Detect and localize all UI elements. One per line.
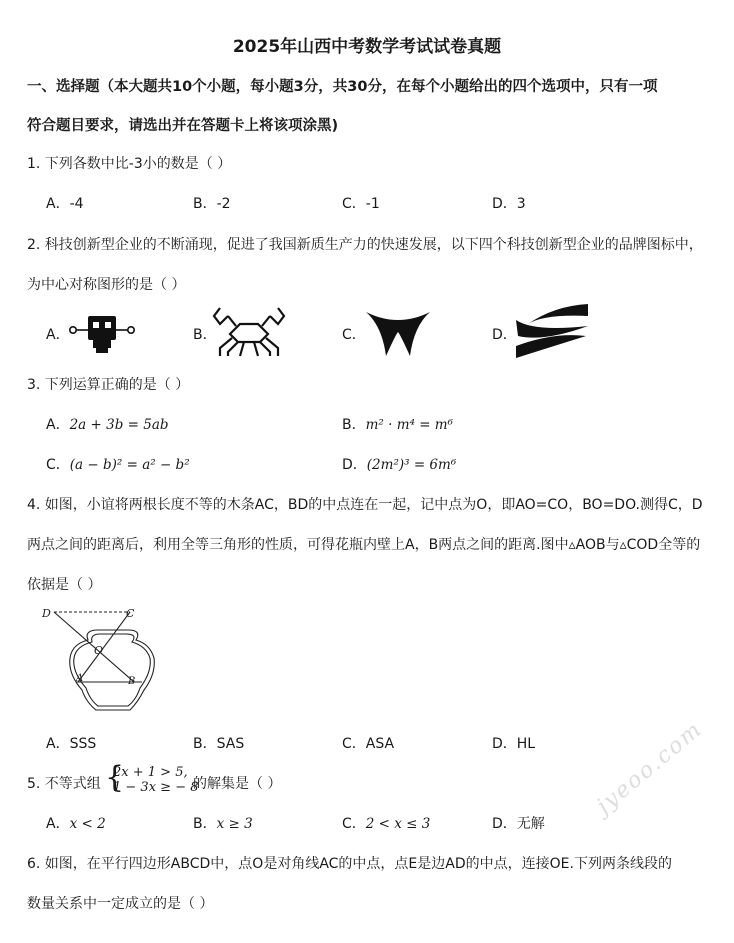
q2-stem-line2: 为中心对称图形的是（ ） [27,277,186,293]
q3-option-c[interactable] [46,454,190,474]
q5-stem-suffix: 的解集是（ ） [193,776,282,792]
q5-option-d-letter: D． [492,816,517,832]
q5-option-a-expr: x < 2 [69,816,106,832]
q2-option-d[interactable]: D． [492,327,517,343]
q5-option-a-letter: A． [46,816,70,832]
q5-stem-prefix: 5. 不等式组 [27,776,101,792]
q3-option-c-letter: C． [46,457,70,473]
q1-stem: 1. 下列各数中比-3小的数是（ ） [27,156,232,172]
q5-option-c[interactable] [342,813,430,833]
q5-option-d[interactable] [492,813,545,833]
label-c: C [126,607,135,620]
q2-option-b[interactable]: B． [193,327,217,343]
q3-option-b[interactable] [342,414,453,434]
vase-figure [38,602,156,718]
q6-stem-line1: 6. 如图，在平行四边形ABCD中，点O是对角线AC的中点，点E是边AD的中点，连接OE.下列两条线段的 [27,856,672,872]
q5-option-c-expr: 2 < x ≤ 3 [365,816,431,832]
q2-option-a[interactable]: A． [46,327,70,343]
q6-stem-line2: 数量关系中一定成立的是（ ） [27,896,214,912]
label-b: B [128,676,136,687]
q3-option-c-expr: (a − b)² = a² − b² [69,457,190,473]
q5-option-a[interactable] [46,813,106,833]
label-a: A [76,673,84,684]
q2-stem-line1: 2. 科技创新型企业的不断涌现，促进了我国新质生产力的快速发展，以下四个科技创新型企业的品牌图标中， [27,237,703,253]
q1-option-d[interactable]: D．3 [492,196,526,212]
q4-option-a[interactable]: A．SSS [46,736,97,752]
q2-option-c[interactable]: C． [342,327,366,343]
q4-stem-line2: 两点之间的距离后，利用全等三角形的性质，可得花瓶内壁上A，B两点之间的距离.图中▵AOB与▵COD全等的 [27,537,701,553]
swoosh-logo-icon [514,302,590,360]
q4-option-c[interactable]: C．ASA [342,736,395,752]
q4-stem-line3: 依据是（ ） [27,577,102,593]
q5-option-c-letter: C． [342,816,366,832]
q1-option-a[interactable]: A．-4 [46,196,84,212]
label-d: D [42,607,51,620]
q3-option-d[interactable] [342,454,456,474]
curved-triangle-logo-icon [364,308,432,358]
q4-stem-line1: 4. 如图，小谊将两根长度不等的木条AC，BD的中点连在一起，记中点为O，即AO=CO，BO=DO.测得C，D [27,497,703,513]
q4-option-d[interactable]: D．HL [492,736,536,752]
q3-option-d-letter: D． [342,457,367,473]
q1-option-b[interactable]: B．-2 [193,196,231,212]
watermark: jyeoo.com [592,716,708,820]
q1-option-c[interactable]: C．-1 [342,196,380,212]
q5-option-d-text: 无解 [516,816,545,832]
q4-option-b[interactable]: B．SAS [193,736,245,752]
inequality-2: 1 − 3x ≥ − 8 [113,780,199,795]
q3-option-d-expr: (2m²)³ = 6m⁶ [366,457,457,473]
robot-logo-icon [66,308,138,356]
inequality-system [113,765,198,795]
label-o: O [94,644,104,657]
q5-option-b-expr: x ≥ 3 [216,816,253,832]
q5-option-b-letter: B． [193,816,217,832]
section-header-line2: 符合题目要求，请选出并在答题卡上将该项涂黑) [27,118,339,134]
inequality-1: 2x + 1 > 5, [113,765,188,780]
crab-logo-icon [212,304,286,358]
q5-option-b[interactable] [193,813,253,833]
q3-option-a-letter: A． [46,417,70,433]
q3-option-b-expr: m² · m⁴ = m⁶ [365,417,454,433]
section-header-line1: 一、选择题（本大题共10个小题，每小题3分，共30分，在每个小题给出的四个选项中，只有一项 [27,79,658,95]
q3-option-b-letter: B． [342,417,366,433]
brace-glyph: { [105,760,125,795]
q3-option-a[interactable] [46,414,169,434]
document-title: 2025年山西中考数学考试试卷真题 [232,37,502,57]
q3-stem: 3. 下列运算正确的是（ ） [27,377,190,393]
q3-option-a-expr: 2a + 3b = 5ab [69,417,169,433]
